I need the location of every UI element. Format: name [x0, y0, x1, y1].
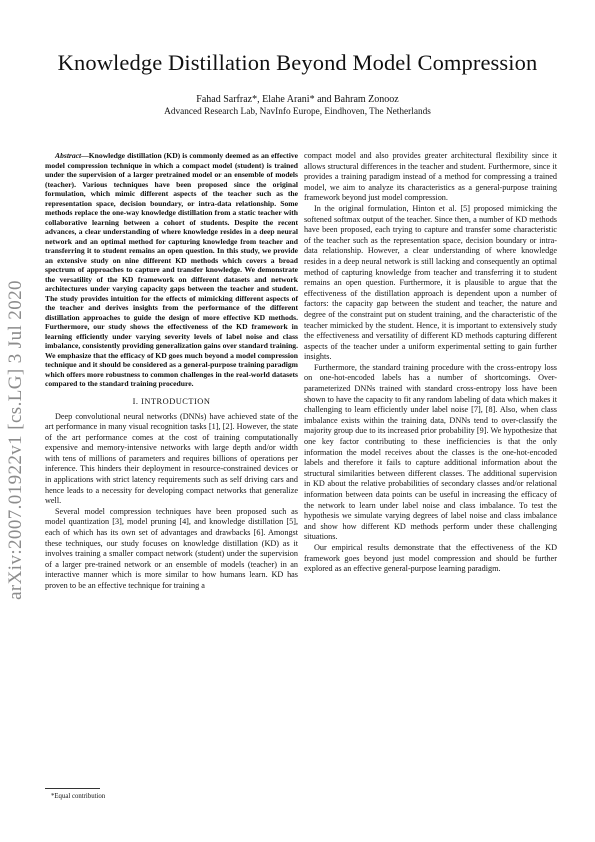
arxiv-identifier-text: arXiv:2007.01922v1 [cs.LG] 3 Jul 2020	[5, 280, 27, 600]
arxiv-identifier	[0, 175, 32, 705]
intro-paragraph: In the original formulation, Hinton et al. [5] proposed mimicking the softened softmax output of the teacher. Since then, a number of KD methods have been proposed, each trying to capture and transfer some characteristic of the teacher such as the representation space, decision boundary or intra-data relationship. However, a clear understanding of where knowledge resides in a deep neural network is still lacking and consequently an optimal method of capturing knowledge from teacher and transferring it to student remains an open question. Furthermore, it is plausible to argue that the effectiveness of the distillation approach is dependent upon a number of factors: the capacity gap between the student and teacher, the nature and degree of the constraint put on student training, and the characteristic of the teacher mimicked by the student. Hence, it is important to extensively study the effectiveness and versatility of different KD methods capturing different aspects of the teacher under a uniform experimental setting to gain further insights.	[304, 203, 557, 362]
section-heading-introduction: I. INTRODUCTION	[132, 396, 211, 406]
intro-paragraph: Several model compression techniques have been proposed such as model quantization [3], model pruning [4], and knowledge distillation [5], each of which has its own set of advantages and drawbacks [6]. Amongst these techniques, our study focuses on knowledge distillation (KD) as it involves training a smaller compact network (student) under the supervision of a larger pre-trained network or an ensemble of models (teacher) in an interactive manner which is more similar to how humans learn. KD has proven to be an effective technique for training a	[45, 506, 298, 590]
footnote-divider	[45, 788, 100, 789]
paper-authors: Fahad Sarfraz*, Elahe Arani* and Bahram Zonooz	[196, 94, 399, 105]
abstract	[45, 151, 298, 389]
intro-paragraph: compact model and also provides greater architectural flexibility since it allows structural differences in the teacher and student. Furthermore, since it provides a training paradigm instead of a method for compressing a trained model, we aim to analyze its characteristics as a general-purpose training framework beyond just model compression.	[304, 151, 557, 203]
left-column	[45, 151, 298, 592]
intro-paragraph: Furthermore, the standard training procedure with the cross-entropy loss on one-hot-encoded labels has a number of shortcomings. Over-parameterized DNNs trained with standard cross-entropy loss have been shown to have the capacity to fit any random labeling of data which makes it challenging to learn efficiently under label noise [7], [8]. Also, when class imbalance exists within the training data, DNNs tend to over-classify the majority group due to its increased prior probability [9]. We hypothesize that one key factor contributing to these inefficiencies is that the only information the model receives about the classes is the one-hot-encoded labels and therefore it fails to capture additional information about the structural similarities between different classes. The additional supervision in KD about the relative probabilities of secondary classes and/or relational information between data points can be useful in increasing the efficacy of the network to learn under label noise and class imbalance. To test the hypothesis we simulate varying degrees of label noise and class imbalance and show how different KD methods perform under these challenging situations.	[304, 362, 557, 542]
abstract-text: —Knowledge distillation (KD) is commonly deemed as an effective model compression technique in which a compact model (student) is trained under the supervision of a larger pretrained model or an ensemble of models (teacher). Various techniques have been proposed since the original formulation, which mimic different aspects of the teacher such as the representation space, decision boundary, or intra-data relationship. Some methods replace the one-way knowledge distillation from a static teacher with collaborative learning between a cohort of students. Despite the recent advances, a clear understanding of where knowledge resides in a deep neural network and an optimal method for capturing knowledge from teacher and transferring it to student remains an open question. In this study, we provide an extensive study on nine different KD methods which covers a broad spectrum of approaches to capture and transfer knowledge. We demonstrate the versatility of the KD framework on different datasets and network architectures under varying capacity gaps between the teacher and student. The study provides intuition for the effects of mimicking different aspects of the teacher and derives insights from the performance of the different distillation approaches to guide the design of more effective KD methods. Furthermore, our study shows the effectiveness of the KD framework in learning efficiently under varying severity levels of label noise and class imbalance, consistently providing generalization gains over standard training. We emphasize that the efficacy of KD goes much beyond a model compression technique and it should be considered as a general-purpose training paradigm which offers more robustness to common challenges in the real-world datasets compared to the standard training procedure.	[45, 151, 298, 388]
paper-affiliation: Advanced Research Lab, NavInfo Europe, Eindhoven, The Netherlands	[164, 107, 431, 117]
paper-title: Knowledge Distillation Beyond Model Compression	[57, 50, 538, 75]
right-column	[304, 151, 557, 575]
intro-paragraph: Our empirical results demonstrate that the effectiveness of the KD framework goes beyond just model compression and should be further explored as an effective general-purpose learning paradigm.	[304, 542, 557, 574]
intro-paragraph: Deep convolutional neural networks (DNNs) have achieved state of the art performance in many visual recognition tasks [1], [2]. However, the state of the art performance comes at the cost of training computationally expensive and memory-intensive networks with large depth and/or width with tens of millions of parameters and requires billions of operations per inference. This hinders their deployment in resource-constrained devices or in applications with strict latency requirements such as self driving cars and hence leads to a necessity for developing compact networks that generalize well.	[45, 411, 298, 506]
abstract-label: Abstract	[55, 151, 82, 160]
footnote: *Equal contribution	[51, 793, 106, 800]
